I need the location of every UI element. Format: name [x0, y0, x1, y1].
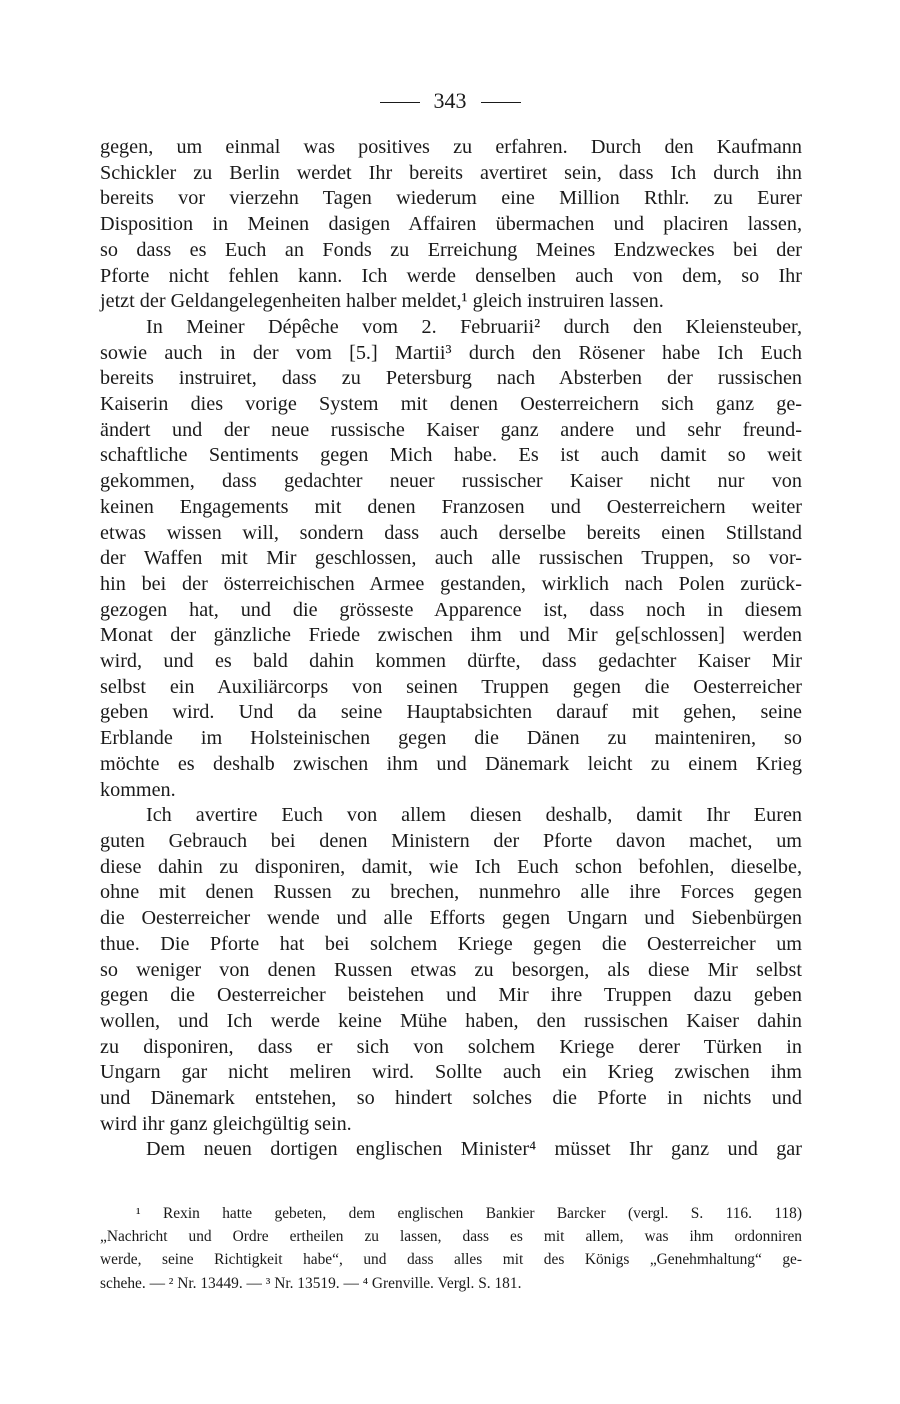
- body-line: Ungarn gar nicht meliren wird. Sollte auch ein Krieg zwischen ihm: [100, 1061, 802, 1084]
- body-line: gekommen, dass gedachter neuer russischer Kaiser nicht nur von: [100, 470, 802, 493]
- body-line: ohne mit denen Russen zu brechen, nunmehro alle ihre Forces gegen: [100, 881, 802, 904]
- body-line: die Oesterreicher wende und alle Efforts gegen Ungarn und Siebenbürgen: [100, 907, 802, 930]
- page-number: 343: [433, 88, 467, 113]
- body-line: kommen.: [100, 778, 176, 801]
- body-line: etwas wissen will, sondern dass auch derselbe bereits einen Stillstand: [100, 521, 802, 544]
- body-line: und Dänemark entstehen, so hindert solches die Pforte in nichts und: [100, 1087, 802, 1110]
- body-line: wird ihr ganz gleichgültig sein.: [100, 1112, 352, 1135]
- body-line: ändert und der neue russische Kaiser ganz andere und sehr freund-: [100, 418, 802, 441]
- body-line: wollen, und Ich werde keine Mühe haben, den russischen Kaiser dahin: [100, 1009, 802, 1032]
- body-text: [100, 135, 802, 1163]
- header-rule-left: [380, 102, 420, 103]
- body-line: sowie auch in der vom [5.] Martii³ durch den Rösener habe Ich Euch: [100, 341, 802, 364]
- body-line: möchte es deshalb zwischen ihm und Dänemark leicht zu einem Krieg: [100, 752, 802, 775]
- body-line: Kaiserin dies vorige System mit denen Oesterreichern sich ganz ge-: [100, 393, 802, 416]
- body-line: gegen, um einmal was positives zu erfahren. Durch den Kaufmann: [100, 136, 802, 158]
- body-line: Disposition in Meinen dasigen Affairen übermachen und placiren lassen,: [100, 213, 802, 236]
- footnote-line: „Nachricht und Ordre ertheilen zu lassen, dass es mit allem, was ihm ordonniren: [100, 1228, 802, 1246]
- body-line: bereits instruiret, dass zu Petersburg nach Absterben der russischen: [100, 367, 802, 390]
- header-rule-right: [481, 102, 521, 103]
- body-line: thue. Die Pforte hat bei solchem Kriege gegen die Oesterreicher um: [100, 932, 802, 955]
- body-line: jetzt der Geldangelegenheiten halber meldet,¹ gleich instruiren lassen.: [100, 290, 664, 313]
- body-line: geben wird. Und da seine Hauptabsichten darauf mit gehen, seine: [100, 701, 802, 724]
- footnote-line: ¹ Rexin hatte gebeten, dem englischen Bankier Barcker (vergl. S. 116. 118): [136, 1205, 802, 1222]
- body-line: Pforte nicht fehlen kann. Ich werde denselben auch von dem, so Ihr: [100, 264, 802, 287]
- body-line: gegen die Oesterreicher beistehen und Mir ihre Truppen dazu geben: [100, 984, 802, 1007]
- body-line: Ich avertire Euch von allem diesen deshalb, damit Ihr Euren: [146, 804, 802, 827]
- body-line: Dem neuen dortigen englischen Minister⁴ müsset Ihr ganz und gar: [146, 1138, 802, 1161]
- body-line: so dass es Euch an Fonds zu Erreichung Meines Endzweckes bei der: [100, 238, 802, 261]
- page-header: [0, 88, 900, 114]
- body-line: wird, und es bald dahin kommen dürfte, dass gedachter Kaiser Mir: [100, 650, 802, 673]
- body-line: keinen Engagements mit denen Franzosen und Oesterreichern weiter: [100, 495, 802, 518]
- footnote-line: werde, seine Richtigkeit habe“, und dass alles mit des Königs „Genehmhaltung“ ge-: [100, 1251, 802, 1269]
- body-line: schaftliche Sentiments gegen Mich habe. Es ist auch damit so weit: [100, 444, 802, 467]
- body-line: gezogen hat, und die grösseste Apparence ist, dass noch in diesem: [100, 598, 802, 621]
- body-line: guten Gebrauch bei denen Ministern der Pforte davon machet, um: [100, 829, 802, 852]
- body-line: Monat der gänzliche Friede zwischen ihm und Mir ge[schlossen] werden: [100, 624, 802, 647]
- body-line: diese dahin zu disponiren, damit, wie Ich Euch schon befohlen, dieselbe,: [100, 855, 802, 878]
- body-line: zu disponiren, dass er sich von solchem Kriege derer Türken in: [100, 1035, 802, 1058]
- footnotes: [100, 1202, 802, 1295]
- body-line: hin bei der österreichischen Armee gestanden, wirklich nach Polen zurück-: [100, 572, 802, 595]
- body-line: Schickler zu Berlin werdet Ihr bereits avertiret sein, dass Ich durch ihn: [100, 161, 802, 184]
- body-line: bereits vor vierzehn Tagen wiederum eine Million Rthlr. zu Eurer: [100, 187, 802, 210]
- footnote-line: schehe. — ² Nr. 13449. — ³ Nr. 13519. — ⁴ Grenville. Vergl. S. 181.: [100, 1274, 522, 1292]
- body-line: der Waffen mit Mir geschlossen, auch alle russischen Truppen, so vor-: [100, 547, 802, 570]
- body-line: so weniger von denen Russen etwas zu besorgen, als diese Mir selbst: [100, 958, 802, 981]
- body-line: selbst ein Auxiliärcorps von seinen Truppen gegen die Oesterreicher: [100, 675, 802, 698]
- body-line: In Meiner Dépêche vom 2. Februarii² durch den Kleiensteuber,: [146, 315, 802, 338]
- body-line: Erblande im Holsteinischen gegen die Dänen zu mainteniren, so: [100, 727, 802, 750]
